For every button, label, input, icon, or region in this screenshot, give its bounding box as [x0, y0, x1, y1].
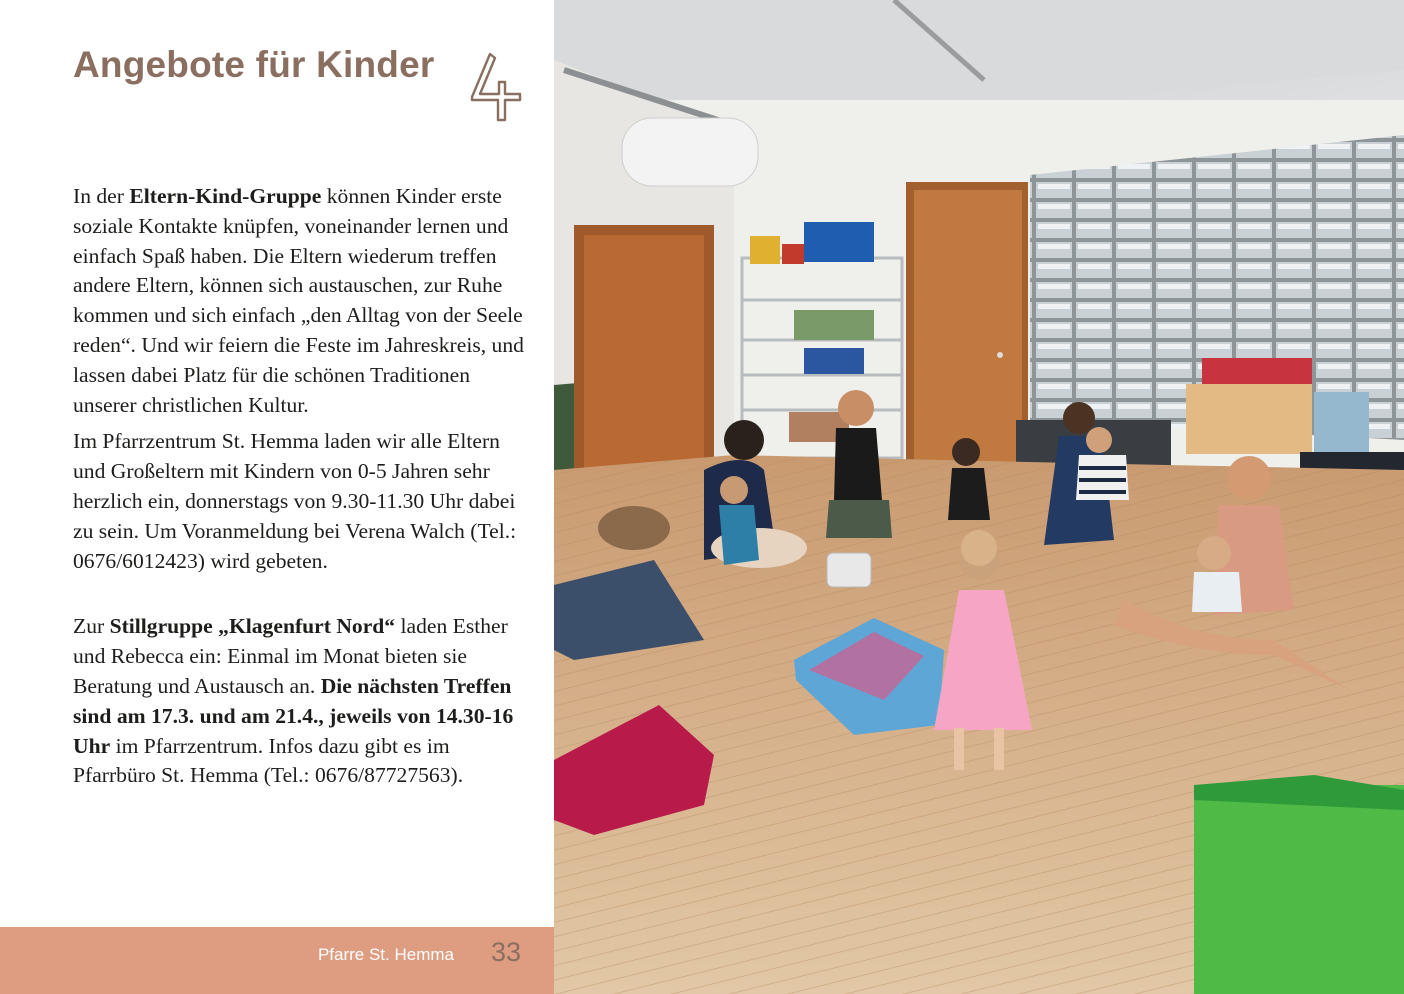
text-run: können Kinder erste soziale Kontakte knüpfen, voneinander lernen und einfach Spaß haben. Die Eltern wiederum treffen andere Eltern, können sich austauschen, zur Ruhe kommen und sich einfach „den Alltag von der Seele reden“. Und wir feiern die Feste im Jahreskreis, und lassen dabei Platz für die schönen Traditionen unserer christlichen Kultur.	[73, 184, 524, 417]
footer-parish-name: Pfarre St. Hemma	[317, 945, 454, 964]
footer-bar	[0, 927, 554, 994]
text-run: Zur	[73, 614, 110, 639]
page-number: 33	[490, 937, 521, 967]
paragraph-stillgruppe	[73, 612, 533, 791]
group-room-photo	[554, 0, 1404, 994]
article-body	[73, 182, 533, 798]
bold-meeting-dates: Die nächsten Treffen sind am 17.3. und am 21.4., jeweils von 14.30-16 Uhr	[73, 673, 514, 758]
bold-group-name: Eltern-Kind-Gruppe	[129, 184, 322, 208]
text-column	[0, 0, 554, 994]
text-run: laden Esther und Rebecca ein: Einmal im Monat bieten sie Beratung und Austausch an.	[73, 614, 508, 698]
number-4-outline-icon	[468, 50, 526, 126]
page-title: Angebote für Kinder	[73, 44, 435, 85]
bold-group-name: Stillgruppe „Klagenfurt Nord“	[109, 614, 396, 639]
paragraph-invitation: Im Pfarrzentrum St. Hemma laden wir alle Eltern und Großeltern mit Kindern von 0-5 Jahren sehr herzlich ein, donnerstags von 9.30-11.30 Uhr dabei zu sein. Um Voranmeldung bei Verena Walch (Tel.: 0676/6012423) wird gebeten.	[73, 429, 517, 573]
text-run: im Pfarrzentrum. Infos dazu gibt es im Pfarrbüro St. Hemma (Tel.: 0676/87727563).	[73, 733, 464, 788]
paragraph-eltern-kind-gruppe	[73, 182, 533, 420]
text-run: In der	[73, 184, 130, 208]
